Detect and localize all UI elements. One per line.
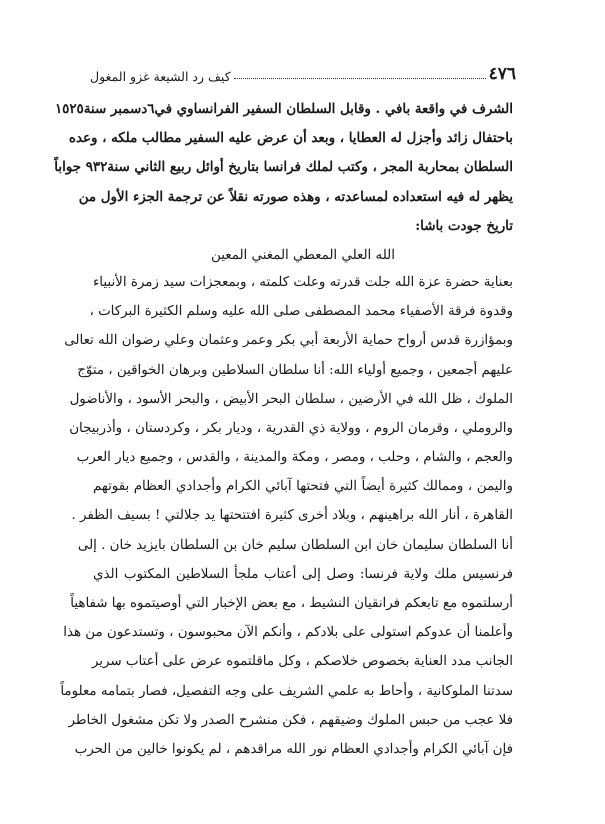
- text-line: فرنسيس ملك ولاية فرنسا: وصل إلى أعتاب ملجأ السلاطين المكتوب الذي: [93, 567, 513, 582]
- text-line: السلطان بمحاربة المجر ، وكتب لملك فرانسا بتاريخ أوائل ربيع الثاني سنة٩٣٢ جواباً: [54, 159, 513, 175]
- text-line: يظهر له فيه استعداده لمساعدته ، وهذه صورته نقلاً عن ترجمة الجزء الأول من: [78, 189, 513, 205]
- text-line: باحتفال زائد وأجزل له العطايا ، وبعد أن عرض عليه السفير مطالب ملكه ، وعده: [68, 130, 513, 146]
- text-line: وبمؤازرة قدس أرواح حماية الأربعة أبي بكر وعمر وعثمان وعلي رضوان الله تعالى: [64, 333, 513, 348]
- text-line: واليمن ، وممالك كثيرة أيضاً التي فتحتها آبائي الكرام وأجدادي العظام بقوتهم: [93, 479, 513, 494]
- text-line: فلا عجب من حبس الملوك وضيقهم ، فكن منشرح الصدر ولا تكن مشغول الخاطر: [68, 713, 513, 728]
- text-line: وأعلمنا أن عدوكم استولى على بلادكم ، وأنكم الآن محبوسون ، وتستدعون من هذا: [63, 625, 513, 640]
- text-line: والعجم ، والشام ، وحلب ، ومصر ، ومكة والمدينة ، والقدس ، وجميع ديار العرب: [76, 450, 513, 465]
- text-line: الشرف في واقعة بافي . وقابل السلطان السفير الفرانساوي في٦دسمبر سنة١٥٢٥: [54, 101, 513, 117]
- text-line: بعناية حضرة عزة الله جلت قدرته وعلت كلمته ، وبمعجزات سيد زمرة الأنبياء: [93, 275, 513, 290]
- text-line: سدتنا الملوكانية ، وأحاط به علمي الشريف على وجه التفصيل، فصار بتمامه معلوماً: [60, 684, 513, 699]
- text-line: أرسلتموه مع تابعكم فرانقيان النشيط ، مع بعض الإخبار التي أوصيتموه بها شفاهياً: [70, 596, 513, 611]
- text-line: عليهم أجمعين ، وجميع أولياء الله: أنا سلطان السلاطين وبرهان الخواقين ، متوّج: [77, 363, 513, 378]
- text-line: الجانب مدد العناية بخصوص خلاصكم ، وكل ماقلتموه عرض على أعتاب سرير: [91, 654, 513, 669]
- text-line: وقدوة فرقة الأصفياء محمد المصطفى صلى الله عليه وسلم الكثيرة البركات ،: [89, 304, 513, 319]
- running-title: كيف رد الشيعة غزو المغول: [90, 69, 231, 84]
- text-line: تاريخ جودت باشا:: [415, 218, 513, 234]
- text-line: فإن آبائي الكرام وأجدادي العظام نور الله مراقدهم ، لم يكونوا خالين من الحرب: [74, 742, 513, 757]
- page-number: ٤٧٦: [488, 64, 516, 84]
- invocation-heading: الله العلي المعطي المغني المعين: [211, 248, 395, 263]
- text-line: والروملي ، وقرمان الروم ، وولاية ذي القدرية ، وديار بكر ، وكردستان ، وأذربيجان: [69, 421, 513, 436]
- text-line: القاهرة ، أنار الله براهينهم ، وبلاد أخرى كثيرة افتتحتها يد جلالتي ! بسيف الظفر .: [71, 508, 513, 523]
- text-line: الملوك ، ظل الله في الأرضين ، سلطان البحر الأبيض ، والبحر الأسود ، والأناضول: [69, 392, 513, 407]
- text-line: أنا السلطان سليمان خان ابن السلطان سليم خان بن السلطان بايزيد خان . إلى: [77, 538, 513, 553]
